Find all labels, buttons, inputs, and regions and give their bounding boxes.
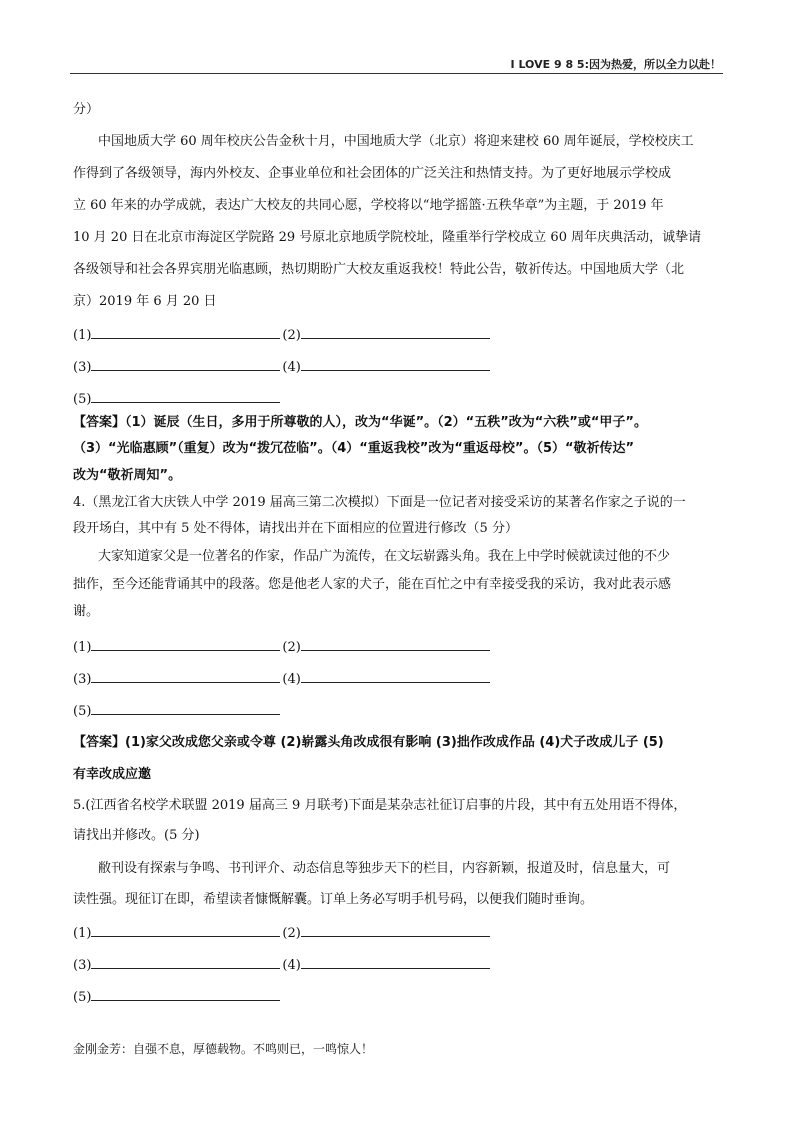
q4-stem-line: 段开场白，其中有 5 处不得体，请找出并在下面相应的位置进行修改（5 分） bbox=[73, 521, 518, 536]
q3-passage-line: 京）2019 年 6 月 20 日 bbox=[73, 294, 217, 309]
blank-number: (5) bbox=[73, 704, 92, 719]
answer-blank[interactable] bbox=[301, 955, 490, 969]
blank-number: (4) bbox=[282, 958, 301, 973]
q3-passage-line: 立 60 年来的办学成就，表达广大校友的共同心愿，学校将以“地学摇篮·五秩华章”为主题，于 2019 年 bbox=[73, 198, 664, 213]
blank-number: (2) bbox=[282, 328, 301, 343]
q5-passage-line: 读性强。现征订在即，希望读者慷慨解囊。订单上务必写明手机号码，以便我们随时垂询。 bbox=[73, 892, 594, 907]
blank-number: (1) bbox=[73, 926, 92, 941]
q5-stem-line: 请找出并修改。(5 分) bbox=[73, 828, 200, 843]
q5-passage-line: 敝刊设有探索与争鸣、书刊评介、动态信息等独步天下的栏目，内容新颖，报道及时，信息量大，可 bbox=[98, 861, 671, 876]
answer-blank[interactable] bbox=[91, 987, 280, 1001]
blank-number: (5) bbox=[73, 990, 92, 1005]
q4-passage-line: 谢。 bbox=[73, 604, 100, 619]
blank-number: (1) bbox=[73, 640, 92, 655]
q3-answer-line: （3）“光临惠顾”（重复）改为“拨冗莅临”。（4）“重返我校”改为“重返母校”。（5）“敬祈传达” bbox=[73, 441, 635, 456]
q3-passage-line: 中国地质大学 60 周年校庆公告金秋十月，中国地质大学（北京）将迎来建校 60 周年诞辰，学校校庆工 bbox=[98, 134, 694, 149]
answer-blank[interactable] bbox=[91, 701, 280, 715]
answer-blank[interactable] bbox=[301, 923, 490, 937]
answer-blank[interactable] bbox=[91, 357, 280, 371]
q4-passage-line: 大家知道家父是一位著名的作家，作品广为流传，在文坛崭露头角。我在上中学时候就读过他的不少 bbox=[98, 549, 671, 564]
blank-number: (3) bbox=[73, 958, 92, 973]
q5-blank-row bbox=[73, 955, 490, 975]
answer-blank[interactable] bbox=[91, 955, 280, 969]
answer-blank[interactable] bbox=[91, 669, 280, 683]
answer-blank[interactable] bbox=[91, 637, 280, 651]
blank-number: (5) bbox=[73, 392, 92, 407]
q3-passage-line: 10 月 20 日在北京市海淀区学院路 29 号原北京地质学院校址，隆重举行学校成立 60 周年庆典活动，诚挚请 bbox=[73, 230, 702, 245]
answer-blank[interactable] bbox=[301, 357, 490, 371]
blank-number: (4) bbox=[282, 672, 301, 687]
q4-passage-line: 拙作，至今还能背诵其中的段落。您是他老人家的犬子，能在百忙之中有幸接受我的采访，我对此表示感 bbox=[73, 577, 672, 592]
page-footer: 金刚金芳：自强不息，厚德载物。不鸣则已，一鸣惊人！ bbox=[73, 1042, 374, 1056]
answer-blank[interactable] bbox=[301, 325, 490, 339]
q3-answer-line: 【答案】（1）诞辰（生日，多用于所尊敬的人），改为“华诞”。（2）“五秩”改为“六秩”或“甲子”。 bbox=[73, 415, 647, 430]
header-divider bbox=[70, 73, 723, 74]
q5-stem-line: 5.(江西省名校学术联盟 2019 届高三 9 月联考)下面是某杂志社征订启事的片段，其中有五处用语不得体， bbox=[73, 798, 687, 813]
q4-blank-row bbox=[73, 637, 490, 657]
page-header: I LOVE 9 8 5:因为热爱，所以全力以赴！ bbox=[510, 58, 721, 71]
answer-blank[interactable] bbox=[301, 669, 490, 683]
q3-blank-row bbox=[73, 389, 280, 409]
q3-blank-row bbox=[73, 357, 490, 377]
blank-number: (4) bbox=[282, 360, 301, 375]
answer-blank[interactable] bbox=[91, 389, 280, 403]
q4-blank-row bbox=[73, 701, 280, 721]
q5-blank-row bbox=[73, 923, 490, 943]
q4-answer-line: 【答案】(1)家父改成您父亲或令尊 (2)崭露头角改成很有影响 (3)拙作改成作品 (4)犬子改成儿子 (5) bbox=[73, 735, 664, 750]
q3-passage-line: 作得到了各级领导，海内外校友、企事业单位和社会团体的广泛关注和热情支持。为了更好地展示学校成 bbox=[73, 166, 672, 181]
answer-blank[interactable] bbox=[91, 325, 280, 339]
blank-number: (2) bbox=[282, 640, 301, 655]
answer-blank[interactable] bbox=[91, 923, 280, 937]
q4-answer-line: 有幸改成应邀 bbox=[73, 767, 152, 782]
q3-blank-row bbox=[73, 325, 490, 345]
q3-passage-line: 各级领导和社会各界宾朋光临惠顾，热切期盼广大校友重返我校！特此公告，敬祈传达。中国地质大学（北 bbox=[73, 262, 685, 277]
q4-stem-line: 4.（黑龙江省大庆铁人中学 2019 届高三第二次模拟）下面是一位记者对接受采访的某著名作家之子说的一 bbox=[73, 495, 686, 510]
q3-answer-line: 改为“敬祈周知”。 bbox=[73, 468, 182, 483]
blank-number: (1) bbox=[73, 328, 92, 343]
blank-number: (2) bbox=[282, 926, 301, 941]
answer-blank[interactable] bbox=[301, 637, 490, 651]
q5-blank-row bbox=[73, 987, 280, 1007]
blank-number: (3) bbox=[73, 672, 92, 687]
q4-blank-row bbox=[73, 669, 490, 689]
q3-stem-tail: 分） bbox=[73, 102, 100, 117]
blank-number: (3) bbox=[73, 360, 92, 375]
